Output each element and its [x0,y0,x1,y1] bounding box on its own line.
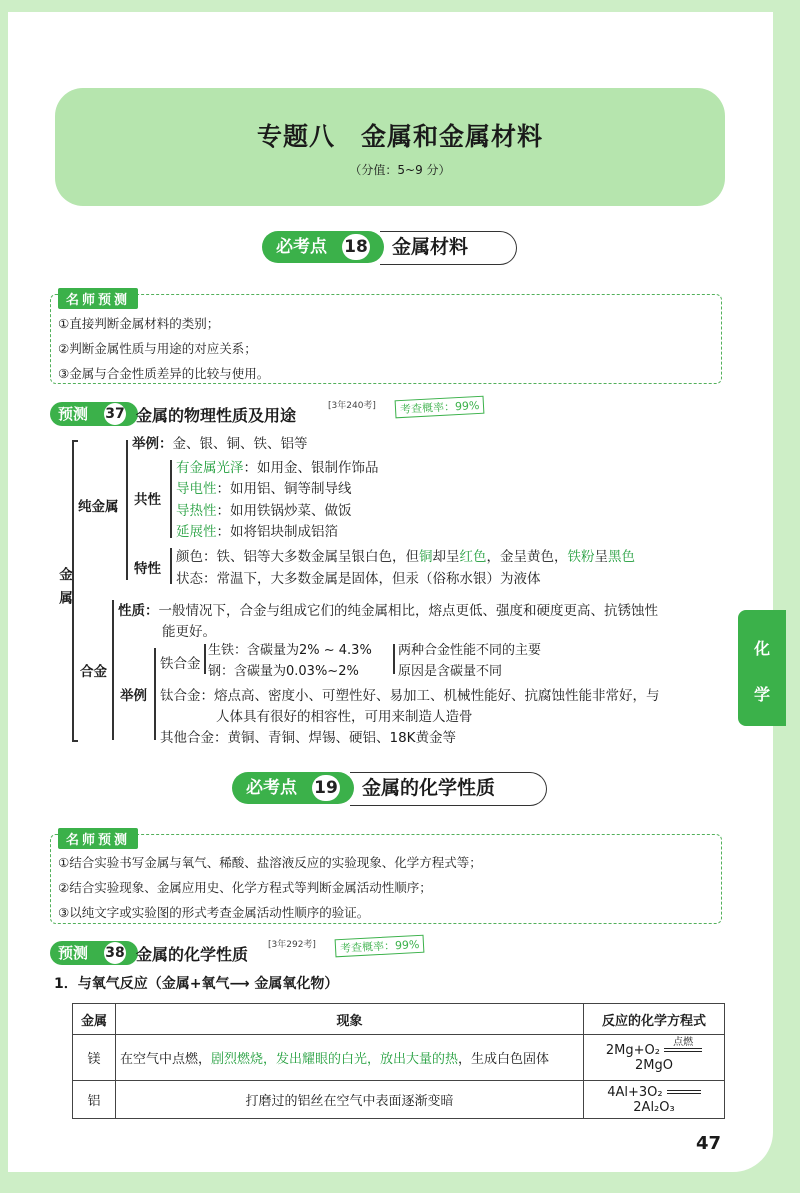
expert-prediction-tag: 名师预测 [58,828,138,849]
equation-cell [584,1081,725,1119]
color-line [176,545,635,565]
table-row [73,1081,725,1119]
examples-text: 金、银、铜、铁、铝等 [172,436,308,452]
color-text: 颜色：铁、铝等大多数金属呈银白色，但 [176,549,419,565]
bracket-tick [72,740,78,742]
subject-side-tab [738,610,786,726]
diff-bracket [393,644,395,674]
column-header-metal: 金属 [73,1004,116,1035]
exam-probability: 考查概率：99% [395,396,485,419]
exam-count: [3年292考] [268,940,316,950]
page-number: 47 [696,1133,722,1154]
common-item [176,456,379,476]
forecast-number: 38 [104,942,126,964]
alloy-label: 合金 [80,664,107,680]
common-bracket [170,460,172,538]
equation-reactants: 2Mg+O₂ [605,1042,660,1058]
root-metal: 金属 [56,567,72,614]
phenomenon-cell [116,1035,584,1081]
equation-reactants: 4Al+3O₂ [607,1084,663,1100]
key-point-label: 必考点 [276,237,327,257]
column-header-phenomenon: 现象 [116,1004,584,1035]
difference-line: 两种合金性能不同的主要 [398,643,542,658]
property-example: ：如将铝块制成铝箔 [216,524,338,540]
property-keyword: 导热性 [176,503,217,519]
pure-metal-label: 纯金属 [78,499,119,515]
common-item [176,477,352,497]
key-point-19-heading [232,772,548,806]
equals-sign [667,1090,701,1094]
reaction-table [72,1003,725,1119]
color-text: ，金呈黄色， [486,549,568,565]
special-bracket [170,548,172,584]
table-header-row [73,1004,725,1035]
equation-products: 2Al₂O₃ [633,1099,675,1115]
property-example: ：如用铝、铜等制导线 [216,481,352,497]
prediction-line: ③以纯文字或实验图的形式考查金属活动性顺序的验证。 [58,905,370,920]
key-point-label: 必考点 [246,778,297,798]
phenomenon-text: ，生成白色固体 [458,1052,550,1067]
exam-count: [3年240考] [328,401,376,411]
property-text: 一般情况下，合金与组成它们的纯金属相比，熔点更低、强度和硬度更高、抗锈蚀性 [158,603,658,619]
prediction-line: ①直接判断金属材料的类别； [58,316,220,331]
forecast-label: 预测 [58,944,89,962]
phenomenon-highlight: 剧烈燃烧，发出耀眼的白光，放出大量的热 [211,1052,459,1067]
property-label: 性质： [118,603,159,619]
column-header-equation: 反应的化学方程式 [584,1004,725,1035]
phenomenon-cell: 打磨过的铝丝在空气中表面逐渐变暗 [116,1081,584,1119]
forecast-label: 预测 [58,405,89,423]
color-text: 呈 [594,549,608,565]
prediction-line: ②判断金属性质与用途的对应关系； [58,341,257,356]
side-tab-char: 化 [753,639,770,658]
reaction-arrow [664,1037,702,1052]
property-keyword: 延展性 [176,524,217,540]
property-keyword: 有金属光泽 [176,460,244,476]
copper-highlight: 铜 [419,549,433,565]
other-alloys-line: 其他合金：黄铜、青铜、焊锡、硬铝、18K黄金等 [160,730,457,746]
property-example: ：如用铁锅炒菜、做饭 [216,503,352,519]
equation-cell [584,1035,725,1081]
section-heading-oxygen: 1．与氧气反应（金属+氧气⟶ 金属氧化物） [54,976,339,992]
titanium-line: 钛合金：熔点高、密度小、可塑性好、易加工、机械性能好、抗腐蚀性能非常好，与 [160,688,660,704]
forecast-number: 37 [104,403,126,425]
key-point-name: 金属的化学性质 [362,777,496,799]
equals-sign [664,1048,702,1052]
common-item [176,499,352,519]
side-tab-char: 学 [753,685,770,704]
red-highlight: 红色 [459,549,487,565]
prediction-line: ①结合实验书写金属与氧气、稀酸、盐溶液反应的实验现象、化学方程式等； [58,855,482,870]
iron-bracket [204,644,206,674]
color-text: 却呈 [432,549,460,565]
page-subtitle: （分值：5~9 分） [349,163,451,177]
key-point-18-heading [262,231,518,265]
prediction-line: ③金属与合金性质差异的比较与使用。 [58,366,270,381]
metal-cell: 铝 [73,1081,116,1119]
pure-bracket [126,440,128,580]
equation-products: 2MgO [635,1057,673,1073]
pig-iron-line: 生铁：含碳量为2% ~ 4.3% [208,643,372,658]
metal-cell: 镁 [73,1035,116,1081]
difference-line: 原因是含碳量不同 [398,664,503,679]
exam-probability: 考查概率：99% [335,935,425,958]
special-label: 特性 [134,561,161,577]
titanium-line-cont: 人体具有很好的相容性，可用来制造人造骨 [216,709,473,725]
expert-prediction-tag: 名师预测 [58,288,138,309]
table-row [73,1035,725,1081]
forecast-title: 金属的化学性质 [136,945,249,964]
common-item [176,520,338,540]
bracket-tick [72,440,78,442]
common-label: 共性 [134,492,161,508]
prediction-line: ②结合实验现象、金属应用史、化学方程式等判断金属活动性顺序； [58,880,432,895]
page-title: 专题八 金属和金属材料 [256,122,543,151]
example-bracket [154,648,156,740]
phenomenon-text: 在空气中点燃， [120,1052,212,1067]
forecast-title: 金属的物理性质及用途 [136,406,297,425]
property-example: ：如用金、银制作饰品 [243,460,379,476]
iron-alloy-label: 铁合金 [160,656,201,672]
property-text-cont: 能更好。 [162,624,216,640]
examples-label: 举例： [132,436,173,452]
key-point-name: 金属材料 [392,236,469,258]
key-point-number: 18 [342,234,370,260]
reaction-condition: 点燃 [673,1037,694,1048]
example-label: 举例 [120,688,147,704]
root-bracket [72,440,74,740]
iron-powder-highlight: 铁粉 [567,549,595,565]
state-line: 状态：常温下，大多数金属是固体，但汞（俗称水银）为液体 [176,571,541,587]
alloy-bracket [112,600,114,740]
property-keyword: 导电性 [176,481,217,497]
black-highlight: 黑色 [608,549,635,565]
steel-line: 钢：含碳量为0.03%~2% [208,664,359,679]
key-point-number: 19 [312,775,340,801]
